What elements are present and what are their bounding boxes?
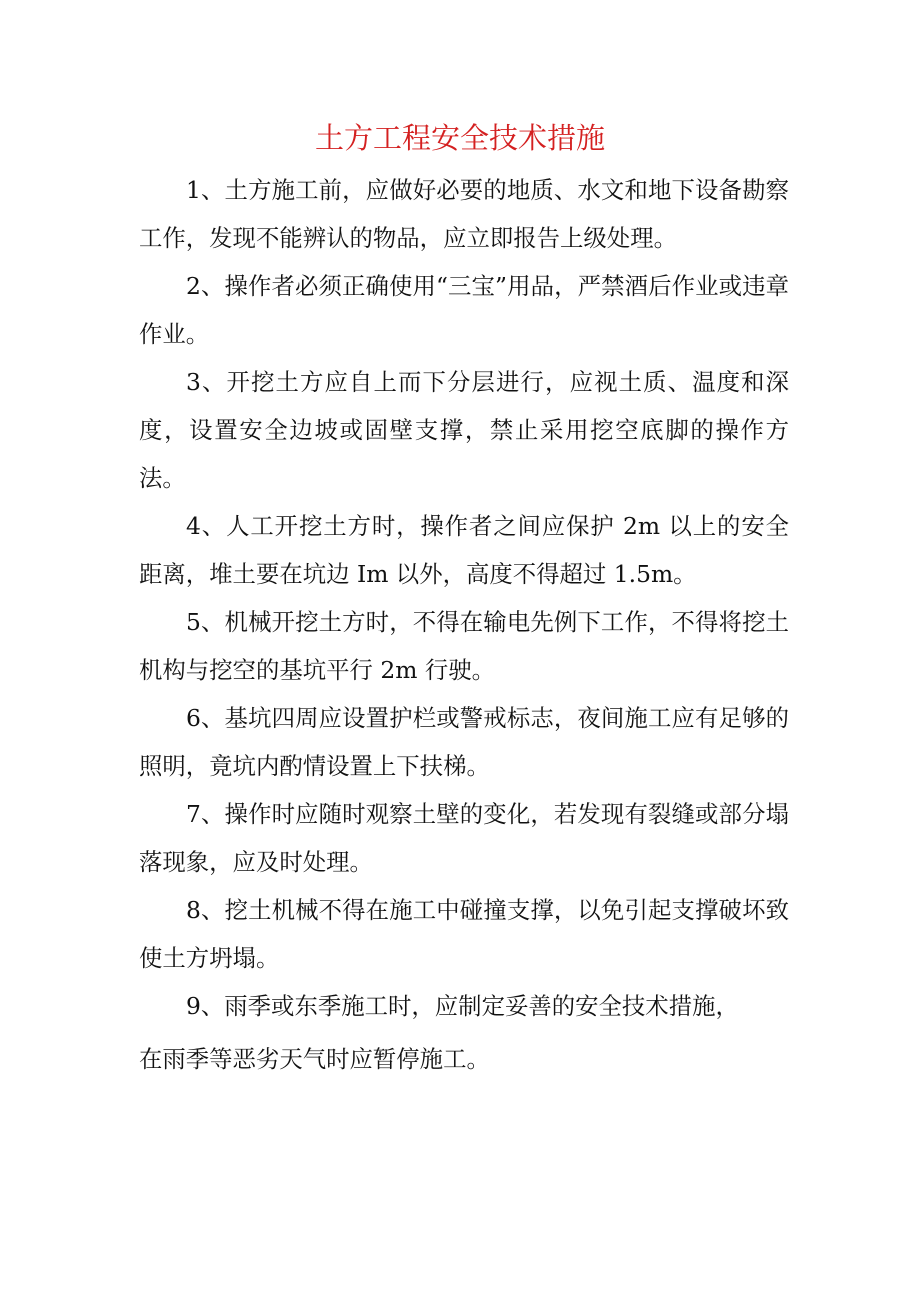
paragraph-6: 6、基坑四周应设置护栏或警戒标志，夜间施工应有足够的照明，竟坑内酌情设置上下扶梯。 [139,704,789,780]
paragraph-9-line-1: 9、雨季或东季施工时，应制定妥善的安全技术措施， [186,992,739,1020]
paragraph-4: 4、人工开挖土方时，操作者之间应保护 2m 以上的安全距离，堆土要在坑边 Im 以外，高度不得超过 1.5m。 [139,512,789,588]
paragraph-2: 2、操作者必须正确使用“三宝”用品，严禁酒后作业或违章作业。 [139,272,789,348]
paragraph-7: 7、操作时应随时观察土壁的变化，若发现有裂缝或部分塌落现象，应及时处理。 [139,800,789,876]
document-body [139,166,789,1083]
document-title: 土方工程安全技术措施 [314,121,605,155]
paragraph-3: 3、开挖土方应自上而下分层进行，应视土质、温度和深度，设置安全边坡或固壁支撑，禁止采用挖空底脚的操作方法。 [139,368,789,492]
paragraph-1: 1、土方施工前，应做好必要的地质、水文和地下设备勘察工作，发现不能辨认的物品，应立即报告上级处理。 [139,176,789,252]
paragraph-9-line-2: 在雨季等恶劣天气时应暂停施工。 [139,1045,490,1073]
paragraph-5: 5、机械开挖土方时，不得在输电先例下工作，不得将挖土机构与挖空的基坑平行 2m 行驶。 [139,608,789,684]
paragraph-8: 8、挖土机械不得在施工中碰撞支撑，以免引起支撑破坏致使土方坍塌。 [139,896,789,972]
